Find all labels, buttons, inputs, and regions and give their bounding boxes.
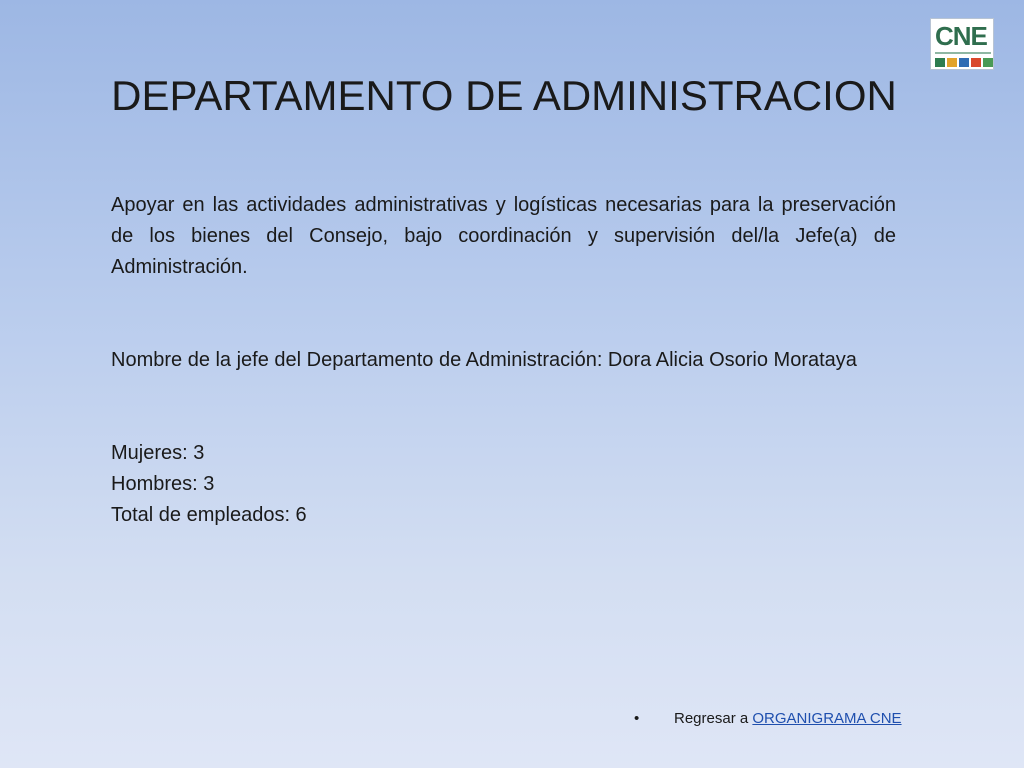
- women-count: Mujeres: 3: [111, 442, 205, 464]
- footer-nav: [634, 708, 902, 730]
- men-count: Hombres: 3: [111, 473, 215, 495]
- department-head: Nombre de la jefe del Departamento de Administración: Dora Alicia Osorio Morataya: [111, 349, 857, 371]
- logo-icon-2: [947, 58, 957, 67]
- logo-divider: [935, 52, 991, 54]
- total-employees: Total de empleados: 6: [111, 504, 307, 526]
- logo-icon-1: [935, 58, 945, 67]
- main-content: [111, 190, 896, 531]
- logo-icon-5: [983, 58, 993, 67]
- department-description: Apoyar en las actividades administrativas y logísticas necesarias para la preservación de los bienes del Consejo, bajo coordinación y supervisión del/la Jefe(a) de Administración.: [111, 194, 896, 278]
- page-title: DEPARTAMENTO DE ADMINISTRACION: [111, 72, 897, 119]
- bullet-icon: •: [634, 710, 640, 727]
- logo-icon-4: [971, 58, 981, 67]
- stats-block: [111, 438, 896, 531]
- logo-icon-3: [959, 58, 969, 67]
- logo-icon-strip: [935, 58, 993, 67]
- logo-text: CNE: [935, 21, 987, 51]
- back-prefix: Regresar a: [674, 710, 753, 727]
- cne-logo: [930, 18, 994, 70]
- organigrama-link[interactable]: ORGANIGRAMA CNE: [752, 710, 902, 727]
